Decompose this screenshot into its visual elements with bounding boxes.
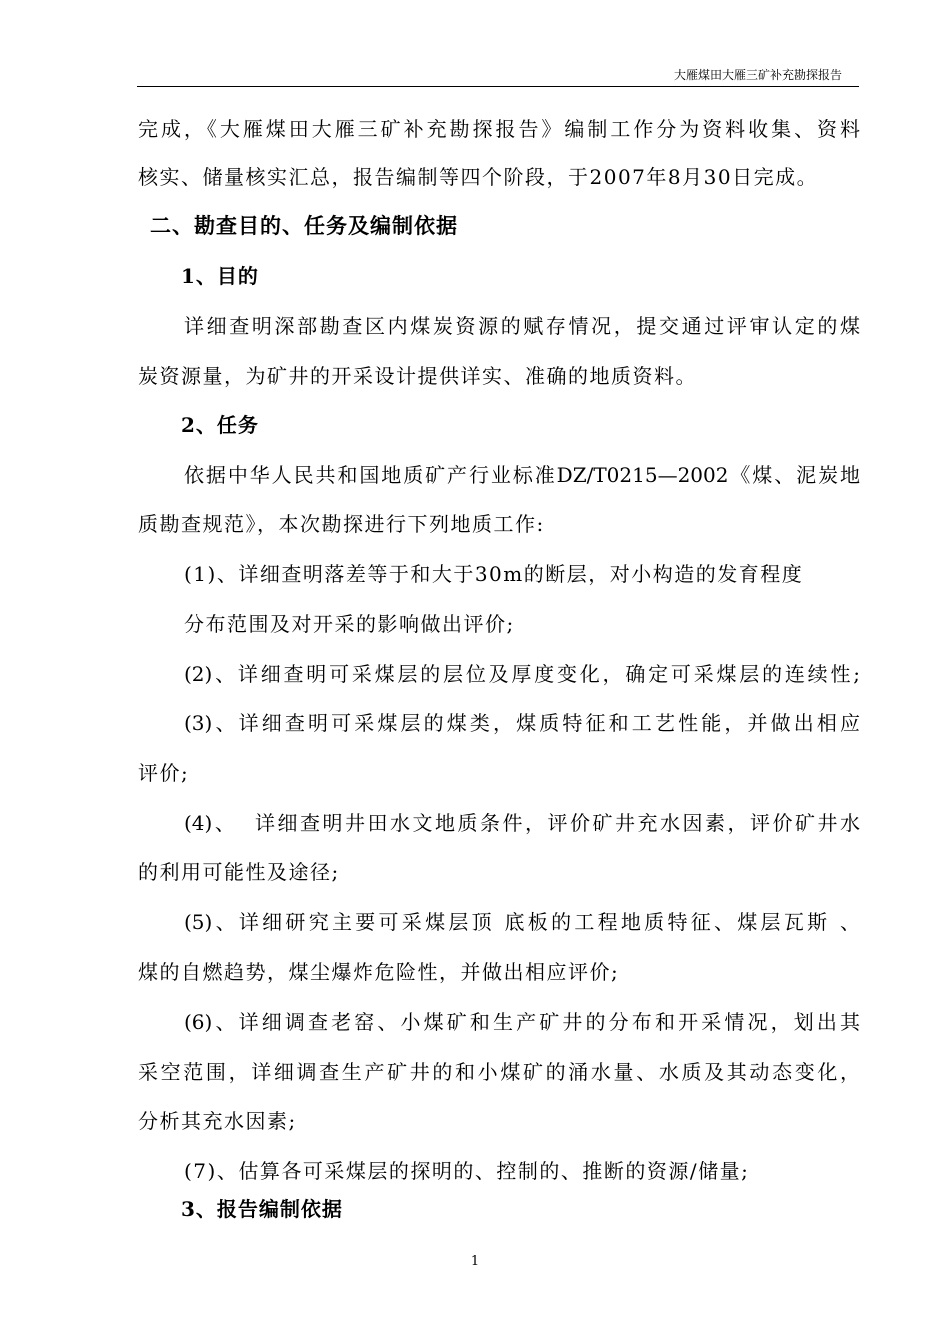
list-item-line: 煤的自燃趋势，煤尘爆炸危险性，并做出相应评价; — [138, 960, 620, 984]
list-item-line: (6)、详细调查老窑、小煤矿和生产矿井的分布和开采情况，划出其 — [184, 1010, 860, 1034]
subsection-heading: 3、报告编制依据 — [181, 1197, 343, 1221]
list-item-line: 分析其充水因素; — [138, 1109, 297, 1133]
list-item-line: (2)、详细查明可采煤层的层位及厚度变化，确定可采煤层的连续性; — [184, 662, 860, 686]
list-item-line: (4)、 详细查明井田水文地质条件，评价矿井充水因素，评价矿井水 — [184, 811, 860, 835]
paragraph-line: 核实、储量核实汇总，报告编制等四个阶段，于2007年8月30日完成。 — [138, 165, 819, 189]
subsection-heading: 1、目的 — [181, 264, 259, 288]
page-header-title: 大雁煤田大雁三矿补充勘探报告 — [673, 68, 842, 82]
paragraph-line: 完成，《大雁煤田大雁三矿补充勘探报告》编制工作分为资料收集、资料 — [138, 117, 860, 141]
header-rule — [137, 86, 859, 87]
list-item-line: (5)、详细研究主要可采煤层顶 底板的工程地质特征、煤层瓦斯 、 — [184, 910, 860, 934]
list-item-line: 评价; — [138, 761, 190, 785]
paragraph-line: 详细查明深部勘查区内煤炭资源的赋存情况，提交通过评审认定的煤 — [184, 314, 860, 338]
page-number: 1 — [470, 1254, 480, 1269]
section-heading: 二、勘查目的、任务及编制依据 — [150, 213, 458, 238]
list-item-line: 分布范围及对开采的影响做出评价; — [184, 612, 515, 636]
list-item-line: (1)、详细查明落差等于和大于30m的断层，对小构造的发育程度 — [184, 562, 804, 586]
list-item-line: (3)、详细查明可采煤层的煤类，煤质特征和工艺性能，并做出相应 — [184, 711, 860, 735]
list-item-line: 采空范围，详细调查生产矿井的和小煤矿的涌水量、水质及其动态变化， — [138, 1060, 860, 1084]
list-item-line: 的利用可能性及途径; — [138, 860, 340, 884]
paragraph-line: 炭资源量，为矿井的开采设计提供详实、准确的地质资料。 — [138, 364, 697, 388]
list-item-line: (7)、估算各可采煤层的探明的、控制的、推断的资源/储量; — [184, 1159, 750, 1183]
subsection-heading: 2、任务 — [181, 413, 259, 437]
paragraph-line: 依据中华人民共和国地质矿产行业标准DZ/T0215—2002《煤、泥炭地 — [184, 463, 860, 487]
paragraph-line: 质勘查规范》，本次勘探进行下列地质工作: — [138, 512, 545, 536]
